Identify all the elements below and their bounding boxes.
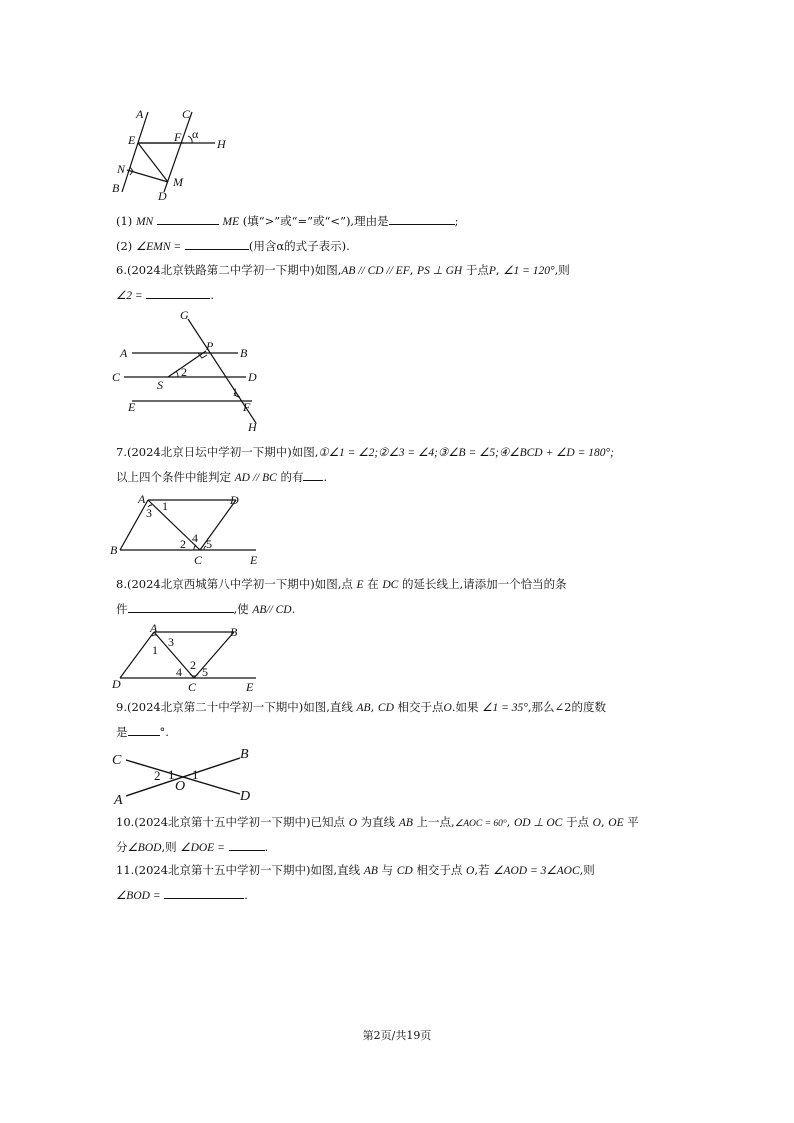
fig7-label-5: 5 <box>206 537 212 551</box>
q7-answer-blank[interactable] <box>303 468 323 481</box>
fig7-label-E: E <box>250 553 258 567</box>
q5-part1-blank2[interactable] <box>389 212 455 225</box>
fig5-label-D: D <box>158 189 167 203</box>
fig7-label-2: 2 <box>180 537 186 551</box>
fig5-label-F: F <box>174 130 182 144</box>
fig9-label-O: O <box>175 779 186 794</box>
q8-text-line1: 8.(2024北京西城第八中学初一下期中)如图,点 E 在 DC 的延长线上,请添加一个恰当的条 <box>116 577 567 591</box>
q10-text-line2: 分∠BOD,则 ∠DOE = . <box>116 840 269 854</box>
fig9-label-1-right: 1 <box>192 767 199 782</box>
fig6-label-P: P <box>206 339 214 353</box>
fig5-label-E: E <box>128 133 136 147</box>
fig9-label-C: C <box>112 753 122 768</box>
fig7-label-C: C <box>194 553 203 567</box>
q6-answer-blank[interactable] <box>146 286 210 299</box>
fig8-label-3: 3 <box>168 635 174 649</box>
fig8-label-2: 2 <box>190 658 196 672</box>
fig7-label-3: 3 <box>146 506 152 520</box>
q9-answer-blank[interactable] <box>128 723 160 736</box>
fig8-label-A: A <box>150 621 158 635</box>
fig7-label-4: 4 <box>192 531 198 545</box>
fig5-label-C: C <box>182 107 191 121</box>
fig9-label-B: B <box>240 747 249 762</box>
fig8-label-E: E <box>246 680 254 694</box>
q10-text-line1: 10.(2024北京第十五中学初一下期中)已知点 O 为直线 AB 上一点,∠AOC = 60°, OD ⊥ OC 于点 O, OE 平 <box>116 815 639 829</box>
q11-answer-blank[interactable] <box>164 886 244 899</box>
fig9-label-1-left: 1 <box>168 767 175 782</box>
fig7-label-A: A <box>138 492 146 506</box>
q6-text-line1: 6.(2024北京铁路第二中学初一下期中)如图,AB // CD // EF, PS ⊥ GH 于点P, ∠1 = 120°,则 <box>116 263 570 277</box>
fig8-label-D: D <box>112 677 121 691</box>
fig7-label-D: D <box>230 493 239 507</box>
fig9-label-2: 2 <box>154 768 161 783</box>
figure-q7-parallelogram <box>108 490 268 568</box>
fig6-label-S: S <box>157 378 163 392</box>
q6-text-line2: ∠2 = . <box>116 288 215 302</box>
fig9-label-D: D <box>240 789 251 804</box>
figure-q5-parallel-lines <box>100 100 240 210</box>
fig8-label-5: 5 <box>202 665 208 679</box>
fig5-label-N: N <box>117 162 126 176</box>
fig6-label-B: B <box>240 346 248 360</box>
q7-text-line1: 7.(2024北京日坛中学初一下期中)如图,①∠1 = ∠2;②∠3 = ∠4;③∠B = ∠5;④∠BCD + ∠D = 180°; <box>116 445 614 459</box>
page-footer: 第2页/共19页 <box>362 1029 432 1042</box>
fig6-label-G: G <box>180 308 189 322</box>
q5-part1-blank1[interactable] <box>157 212 219 225</box>
fig6-label-F: F <box>243 400 251 414</box>
fig5-label-M: M <box>173 175 183 189</box>
fig6-label-C: C <box>112 370 121 384</box>
q11-text-line2: ∠BOD = . <box>116 888 248 902</box>
q5-part2-blank[interactable] <box>185 237 249 250</box>
fig5-label-alpha: α <box>192 127 199 141</box>
fig9-label-A: A <box>114 793 123 808</box>
fig6-label-H: H <box>248 420 257 434</box>
figure-q6-parallel-transversal <box>110 305 280 435</box>
fig8-label-B: B <box>230 625 238 639</box>
fig5-label-A: A <box>136 107 144 121</box>
fig7-label-1: 1 <box>162 499 168 513</box>
fig8-label-1: 1 <box>152 643 158 657</box>
q9-text-line2: 是 °. <box>116 725 169 739</box>
fig5-label-B: B <box>112 181 120 195</box>
figure-q8-parallelogram <box>110 622 270 694</box>
fig8-label-4: 4 <box>176 665 182 679</box>
q10-answer-blank[interactable] <box>229 838 265 851</box>
q7-text-line2: 以上四个条件中能判定 AD // BC 的有 . <box>116 470 328 484</box>
fig6-label-D: D <box>248 370 257 384</box>
fig8-label-C: C <box>188 680 197 694</box>
fig6-label-E: E <box>128 400 136 414</box>
q8-answer-blank[interactable] <box>128 600 234 613</box>
q8-text-line2: 件 ,使 AB// CD. <box>116 602 296 616</box>
fig6-label-2: 2 <box>181 365 187 379</box>
q9-text-line1: 9.(2024北京第二十中学初一下期中)如图,直线 AB, CD 相交于点O.如果 ∠1 = 35°,那么∠2的度数 <box>116 700 606 714</box>
fig6-label-A: A <box>120 346 128 360</box>
fig7-label-B: B <box>110 543 118 557</box>
q5-part1: (1) MN ME (填“>”或“=”或“<”),理由是 ; <box>116 214 459 228</box>
fig5-label-H: H <box>217 137 226 151</box>
q11-text-line1: 11.(2024北京第十五中学初一下期中)如图,直线 AB 与 CD 相交于点 O,若 ∠AOD = 3∠AOC,则 <box>116 863 595 877</box>
figure-q9-intersecting-lines <box>108 742 268 812</box>
q5-part2: (2) ∠EMN = (用含α的式子表示). <box>116 239 350 253</box>
fig6-label-1: 1 <box>232 385 238 399</box>
